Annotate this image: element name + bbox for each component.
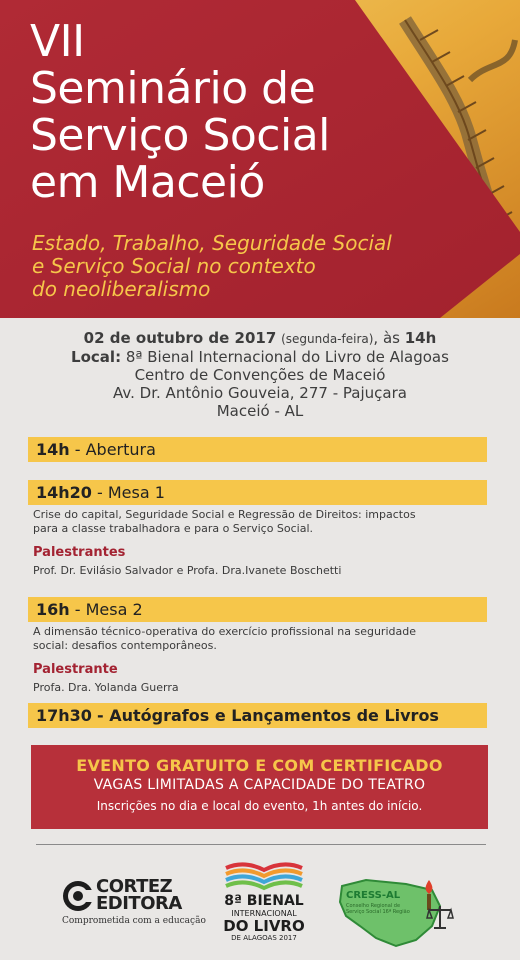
footer-divider [36, 844, 486, 845]
title-line: em Maceió [30, 157, 265, 208]
event-weekday: (segunda-feira) [281, 332, 374, 346]
event-date: 02 de outubro de 2017 [83, 329, 277, 347]
mesa-2-speakers-label: Palestrante [33, 662, 118, 677]
desc-line: Crise do capital, Seguridade Social e Regressão de Direitos: impactos [33, 508, 416, 521]
subtitle-line: do neoliberalismo [32, 277, 211, 301]
mesa-1-description [33, 508, 493, 536]
schedule-bar-mesa-2 [28, 597, 487, 622]
schedule-time: 16h [36, 600, 70, 619]
time-prefix: , às [373, 329, 400, 347]
cress-sub-line: Conselho Regional de [346, 903, 401, 909]
bienal-line: INTERNACIONAL [231, 909, 297, 918]
book-rainbow-icon [222, 858, 306, 892]
event-time: 14h [404, 329, 437, 347]
schedule-title: - Mesa 2 [74, 600, 143, 619]
title-line: Seminário de [30, 63, 316, 114]
location-line: Av. Dr. Antônio Gouveia, 277 - Pajuçara [113, 384, 407, 402]
desc-line: social: desafios contemporâneos. [33, 639, 217, 652]
schedule-title: - Mesa 1 [97, 483, 165, 502]
desc-line: para a classe trabalhadora e para o Serviço Social. [33, 522, 314, 535]
scales-icon [426, 904, 454, 930]
location-label: Local: [71, 348, 122, 366]
notice-free-certificate: EVENTO GRATUITO E COM CERTIFICADO [76, 756, 443, 775]
subtitle-line: e Serviço Social no contexto [32, 254, 316, 278]
event-notice [31, 745, 488, 829]
cortez-line: EDITORA [96, 893, 182, 914]
location-row [0, 348, 520, 366]
mesa-1-speakers: Prof. Dr. Evilásio Salvador e Profa. Dra.Ivanete Boschetti [33, 564, 342, 577]
header-banner [0, 0, 520, 318]
location-line: Maceió - AL [216, 402, 304, 420]
notice-limited-seats: VAGAS LIMITADAS A CAPACIDADE DO TEATRO [93, 777, 426, 793]
location-line: Centro de Convenções de Maceió [134, 366, 386, 384]
event-subtitle [32, 232, 392, 301]
title-line: VII [30, 16, 85, 67]
mesa-2-description [33, 625, 493, 653]
date-row [0, 329, 520, 348]
cortez-name [96, 878, 182, 912]
schedule-bar-mesa-1 [28, 480, 487, 505]
mesa-1-speakers-label: Palestrantes [33, 545, 126, 560]
cress-al-logo [336, 876, 454, 948]
cress-subtitle [346, 903, 410, 915]
event-title [30, 18, 330, 206]
event-info [0, 329, 520, 420]
bienal-text [218, 894, 310, 943]
title-line: Serviço Social [30, 110, 330, 161]
cress-label: CRESS-AL [346, 890, 401, 901]
desc-line: A dimensão técnico-operativa do exercício profissional na seguridade [33, 625, 416, 638]
schedule-title: - Autógrafos e Lançamentos de Livros [97, 706, 439, 725]
schedule-title: - Abertura [74, 440, 156, 459]
schedule-bar-autografos [28, 703, 487, 728]
bienal-line: DO LIVRO [223, 917, 305, 935]
schedule-time: 14h20 [36, 483, 92, 502]
cortez-tagline: Comprometida com a educação [62, 916, 206, 926]
schedule-bar-abertura [28, 437, 487, 462]
location-venue: 8ª Bienal Internacional do Livro de Alagoas [125, 348, 449, 366]
schedule-time: 17h30 [36, 706, 92, 725]
cortez-line: CORTEZ [96, 876, 173, 897]
mesa-2-speakers: Profa. Dra. Yolanda Guerra [33, 681, 179, 694]
bienal-line: DE ALAGOAS 2017 [231, 934, 297, 942]
notice-registration: Inscrições no dia e local do evento, 1h antes do início. [96, 799, 423, 813]
bienal-line: 8ª BIENAL [224, 893, 304, 909]
cortez-logo-icon [62, 880, 94, 912]
schedule-time: 14h [36, 440, 70, 459]
subtitle-line: Estado, Trabalho, Seguridade Social [32, 231, 392, 255]
cortez-editora-logo [62, 876, 206, 934]
bienal-logo [218, 858, 310, 954]
cress-sub-line: Serviço Social 16ª Região [346, 909, 410, 915]
